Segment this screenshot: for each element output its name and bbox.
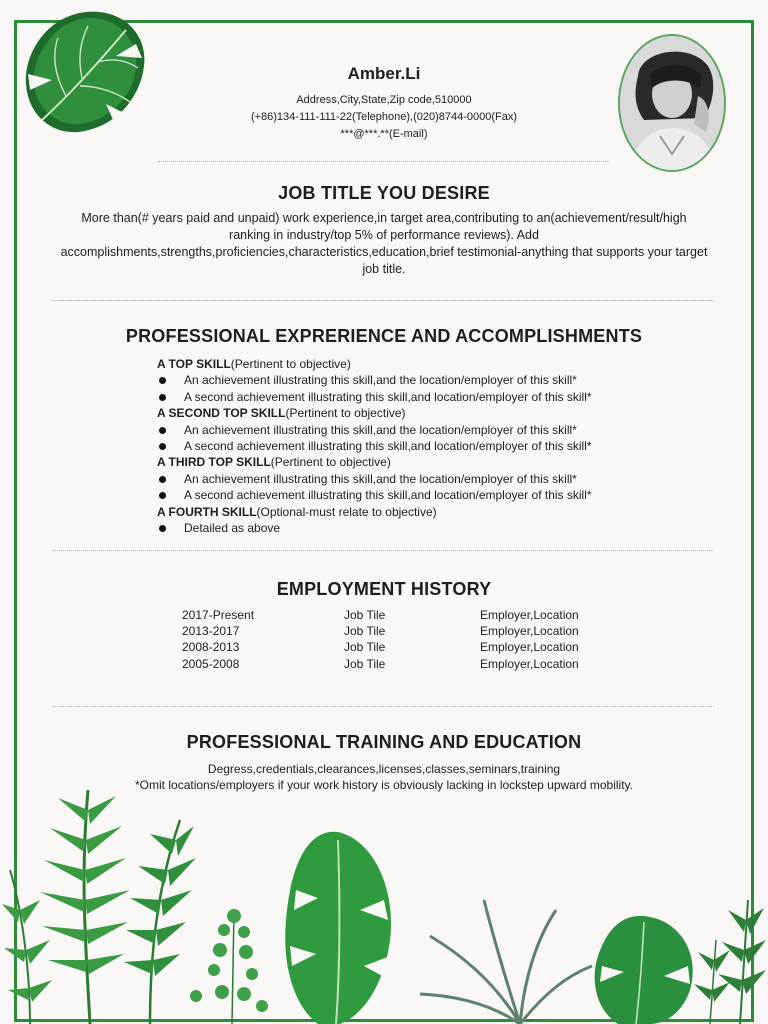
monstera-leaf-icon	[595, 916, 693, 1024]
skill-heading	[157, 454, 677, 470]
list-item	[157, 438, 677, 454]
fern-leaf-icon	[190, 909, 268, 1024]
education-title: PROFESSIONAL TRAINING AND EDUCATION	[186, 732, 582, 752]
divider	[52, 550, 714, 551]
bullet-icon	[159, 443, 166, 450]
job-cell: Job Tile	[344, 608, 386, 622]
bullet-icon	[159, 427, 166, 434]
bullet-text: An achievement illustrating this skill,and the location/employer of this skill*	[184, 422, 577, 437]
employer-cell: Employer,Location	[480, 656, 579, 671]
bullet-text: A second achievement illustrating this skill,and location/employer of this skill*	[184, 389, 592, 404]
bullet-icon	[159, 525, 166, 532]
objective-line: More than(# years paid and unpaid) work experience,in target area,contributing to an(achievement/result/high	[81, 211, 687, 225]
bullet-icon	[159, 492, 166, 499]
table-row	[182, 607, 612, 623]
skill-name: A FOURTH SKILL	[157, 504, 257, 519]
skill-heading	[157, 356, 677, 372]
skill-heading	[157, 504, 677, 520]
email-line: ***@***.**(E-mail)	[340, 128, 428, 140]
bullet-icon	[159, 476, 166, 483]
list-item	[157, 389, 677, 405]
divider	[52, 706, 714, 707]
table-row	[182, 623, 612, 639]
table-row	[182, 639, 612, 655]
skill-heading	[157, 405, 677, 421]
employer-cell: Employer,Location	[480, 640, 579, 655]
list-item	[157, 487, 677, 503]
period-cell: 2013-2017	[182, 624, 240, 639]
objective-line: job title.	[362, 262, 406, 276]
skill-name: A TOP SKILL	[157, 357, 231, 371]
job-cell: Job Tile	[344, 656, 386, 671]
divider	[52, 300, 714, 301]
address-line: Address,City,State,Zip code,510000	[296, 94, 472, 106]
employment-title: EMPLOYMENT HISTORY	[276, 579, 492, 599]
bullet-icon	[159, 377, 166, 384]
bullet-icon	[159, 394, 166, 401]
skill-name: A SECOND TOP SKILL	[157, 406, 286, 421]
bullet-text: A second achievement illustrating this skill,and location/employer of this skill*	[184, 488, 592, 503]
list-item	[157, 372, 677, 388]
education-note: *Omit locations/employers if your work history is obviously lacking in lockstep upward mobility.	[135, 778, 633, 792]
employment-table	[182, 607, 612, 672]
skill-note: (Pertinent to objective)	[270, 455, 391, 470]
bullet-text: A second achievement illustrating this skill,and location/employer of this skill*	[184, 438, 592, 453]
education-line: Degress,credentials,clearances,licenses,classes,seminars,training	[207, 762, 561, 776]
palm-leaf-icon	[420, 900, 592, 1024]
fern-leaf-icon	[694, 900, 766, 1024]
monstera-leaf-icon	[285, 832, 391, 1024]
list-item	[157, 471, 677, 487]
employer-cell: Employer,Location	[480, 624, 579, 639]
experience-title: PROFESSIONAL EXPRERIENCE AND ACCOMPLISHMENTS	[125, 326, 643, 346]
skill-note: (Pertinent to objective)	[230, 357, 351, 371]
phone-line: (+86)134-111-111-22(Telephone),(020)8744-0000(Fax)	[250, 111, 518, 123]
bullet-text: An achievement illustrating this skill,and the location/employer of this skill*	[184, 373, 577, 388]
bullet-text: Detailed as above	[184, 520, 281, 535]
bullet-text: An achievement illustrating this skill,and the location/employer of this skill*	[184, 471, 577, 486]
fern-leaf-icon	[2, 790, 196, 1024]
job-cell: Job Tile	[344, 640, 386, 655]
candidate-name: Amber.Li	[347, 64, 421, 83]
list-item	[157, 422, 677, 438]
objective-line: accomplishments,strengths,proficiencies,characteristics,education,brief testimonial-anything that supports your target	[60, 245, 708, 259]
objective-line: ranking in industry/top 5% of performance reviews). Add	[229, 228, 539, 242]
skill-note: (Pertinent to objective)	[285, 406, 406, 421]
skill-name: A THIRD TOP SKILL	[157, 455, 271, 470]
list-item	[157, 520, 677, 536]
period-cell: 2017-Present	[182, 608, 255, 622]
foliage-bottom	[0, 770, 768, 1024]
skill-note: (Optional-must relate to objective)	[256, 504, 437, 519]
divider	[158, 161, 610, 162]
job-cell: Job Tile	[344, 624, 386, 639]
employer-cell: Employer,Location	[480, 608, 579, 622]
table-row	[182, 656, 612, 672]
period-cell: 2005-2008	[182, 656, 240, 671]
period-cell: 2008-2013	[182, 640, 240, 655]
objective-title: JOB TITLE YOU DESIRE	[278, 183, 490, 203]
skills-list	[157, 356, 677, 536]
